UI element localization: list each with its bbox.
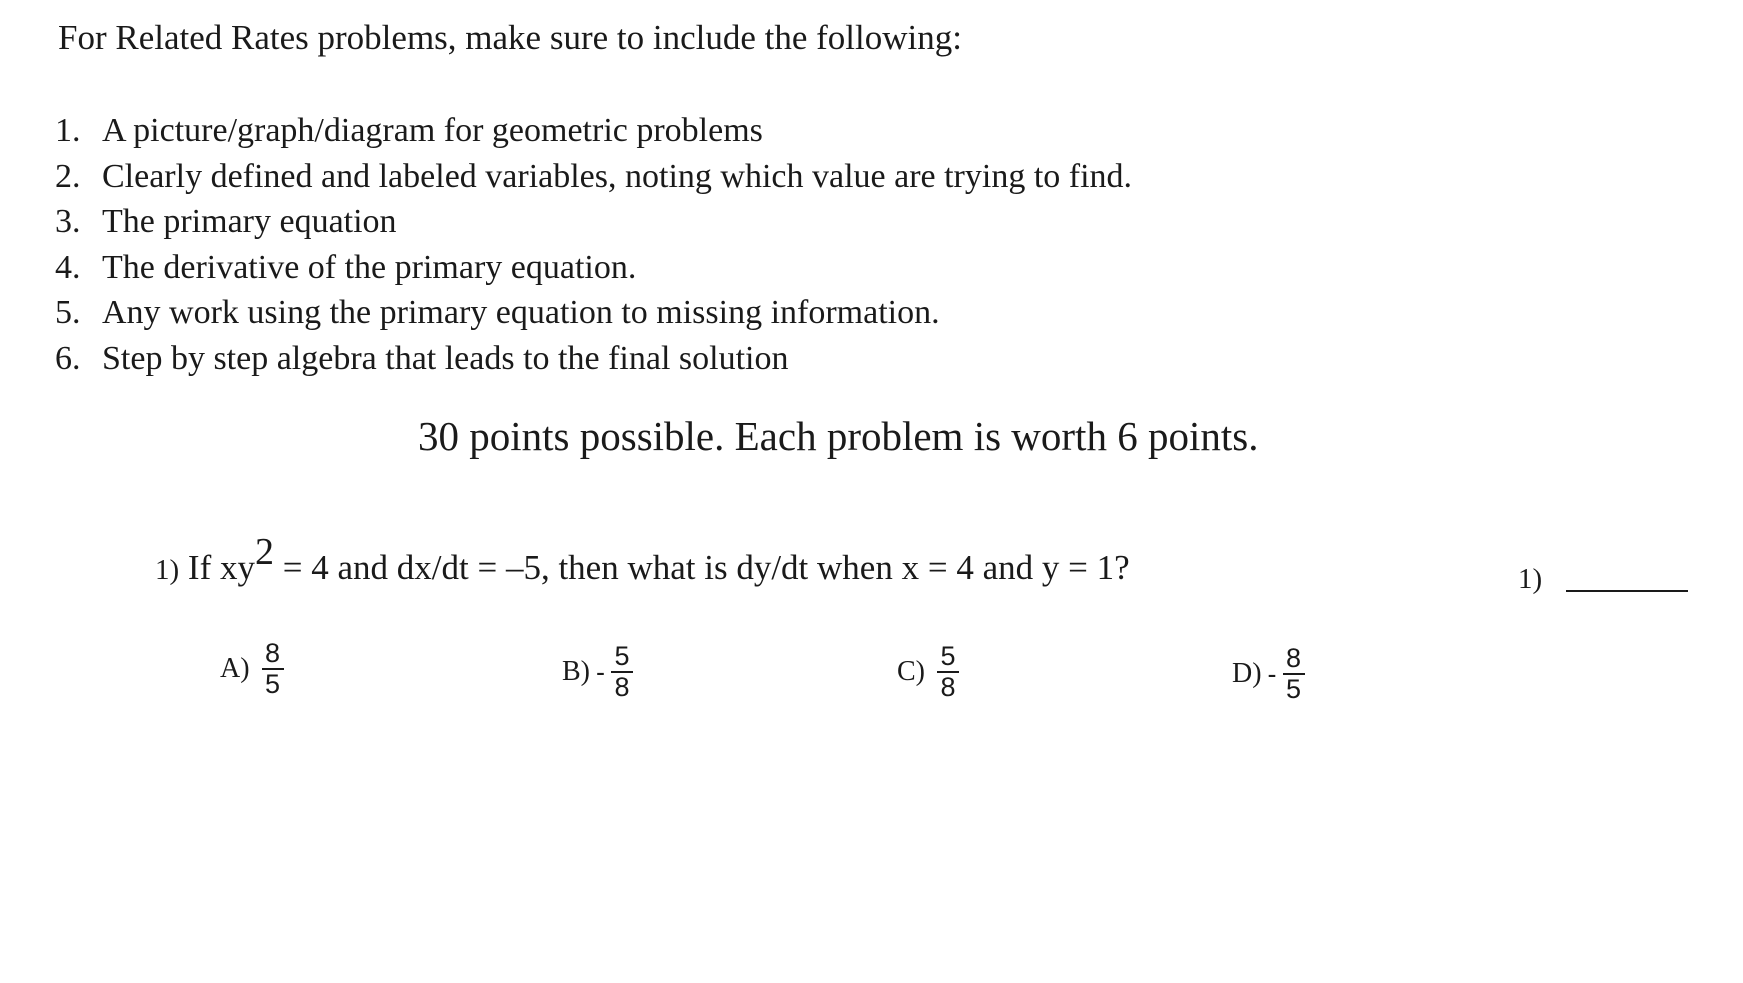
choice-fraction <box>937 643 959 701</box>
choice-fraction <box>611 643 633 701</box>
fraction-denominator: 8 <box>614 672 630 702</box>
choice-fraction <box>262 640 284 698</box>
question-number: 1) <box>155 554 180 586</box>
question-text-end: = 4 and dx/dt = –5, then what is dy/dt when x = 4 and y = 1? <box>273 548 1130 587</box>
list-item-text: Any work using the primary equation to missing information. <box>102 294 940 331</box>
requirements-list <box>55 108 1132 381</box>
choice-letter: D) <box>1232 658 1262 689</box>
fraction-numerator: 5 <box>940 641 956 671</box>
choice-letter: C) <box>897 656 925 687</box>
choice-d[interactable] <box>1232 645 1305 703</box>
answer-blank[interactable] <box>1566 590 1688 592</box>
list-item-number: 4. <box>55 248 81 286</box>
fraction-denominator: 8 <box>940 672 956 702</box>
list-item-text: The primary equation <box>102 203 397 240</box>
fraction-denominator: 5 <box>1286 674 1302 704</box>
list-item <box>55 336 1132 382</box>
list-item-text: Step by step algebra that leads to the final solution <box>102 339 789 377</box>
list-item <box>55 108 1132 154</box>
list-item-text: The derivative of the primary equation. <box>102 248 637 286</box>
list-item-number: 2. <box>55 157 81 195</box>
answer-label: 1) <box>1518 563 1543 595</box>
choice-letter: B) <box>562 656 590 687</box>
list-item-number: 6. <box>55 339 81 377</box>
list-item <box>55 245 1132 291</box>
choice-fraction <box>1283 645 1305 703</box>
question-text-start: If xy <box>187 548 255 587</box>
list-item-number: 5. <box>55 294 81 331</box>
list-item-text: Clearly defined and labeled variables, noting which value are trying to find. <box>102 157 1133 195</box>
fraction-numerator: 8 <box>1286 643 1302 673</box>
choice-b[interactable] <box>562 643 633 701</box>
fraction-numerator: 8 <box>265 638 281 668</box>
list-item-text: A picture/graph/diagram for geometric problems <box>102 112 763 149</box>
fraction-numerator: 5 <box>614 641 630 671</box>
points-statement: 30 points possible. Each problem is worth 6 points. <box>418 413 1259 459</box>
choice-c[interactable] <box>897 643 959 701</box>
instructions-heading: For Related Rates problems, make sure to include the following: <box>58 18 962 57</box>
list-item-number: 1. <box>55 112 81 149</box>
fraction-denominator: 5 <box>265 669 281 699</box>
choice-sign: - <box>1267 658 1277 689</box>
choice-a[interactable] <box>220 640 284 698</box>
list-item-number: 3. <box>55 203 81 240</box>
choice-letter: A) <box>220 653 250 684</box>
list-item <box>55 290 1132 336</box>
question-exponent: 2 <box>254 530 274 573</box>
question-1 <box>155 530 1130 588</box>
list-item <box>55 154 1132 200</box>
list-item <box>55 199 1132 245</box>
choice-sign: - <box>596 656 605 687</box>
